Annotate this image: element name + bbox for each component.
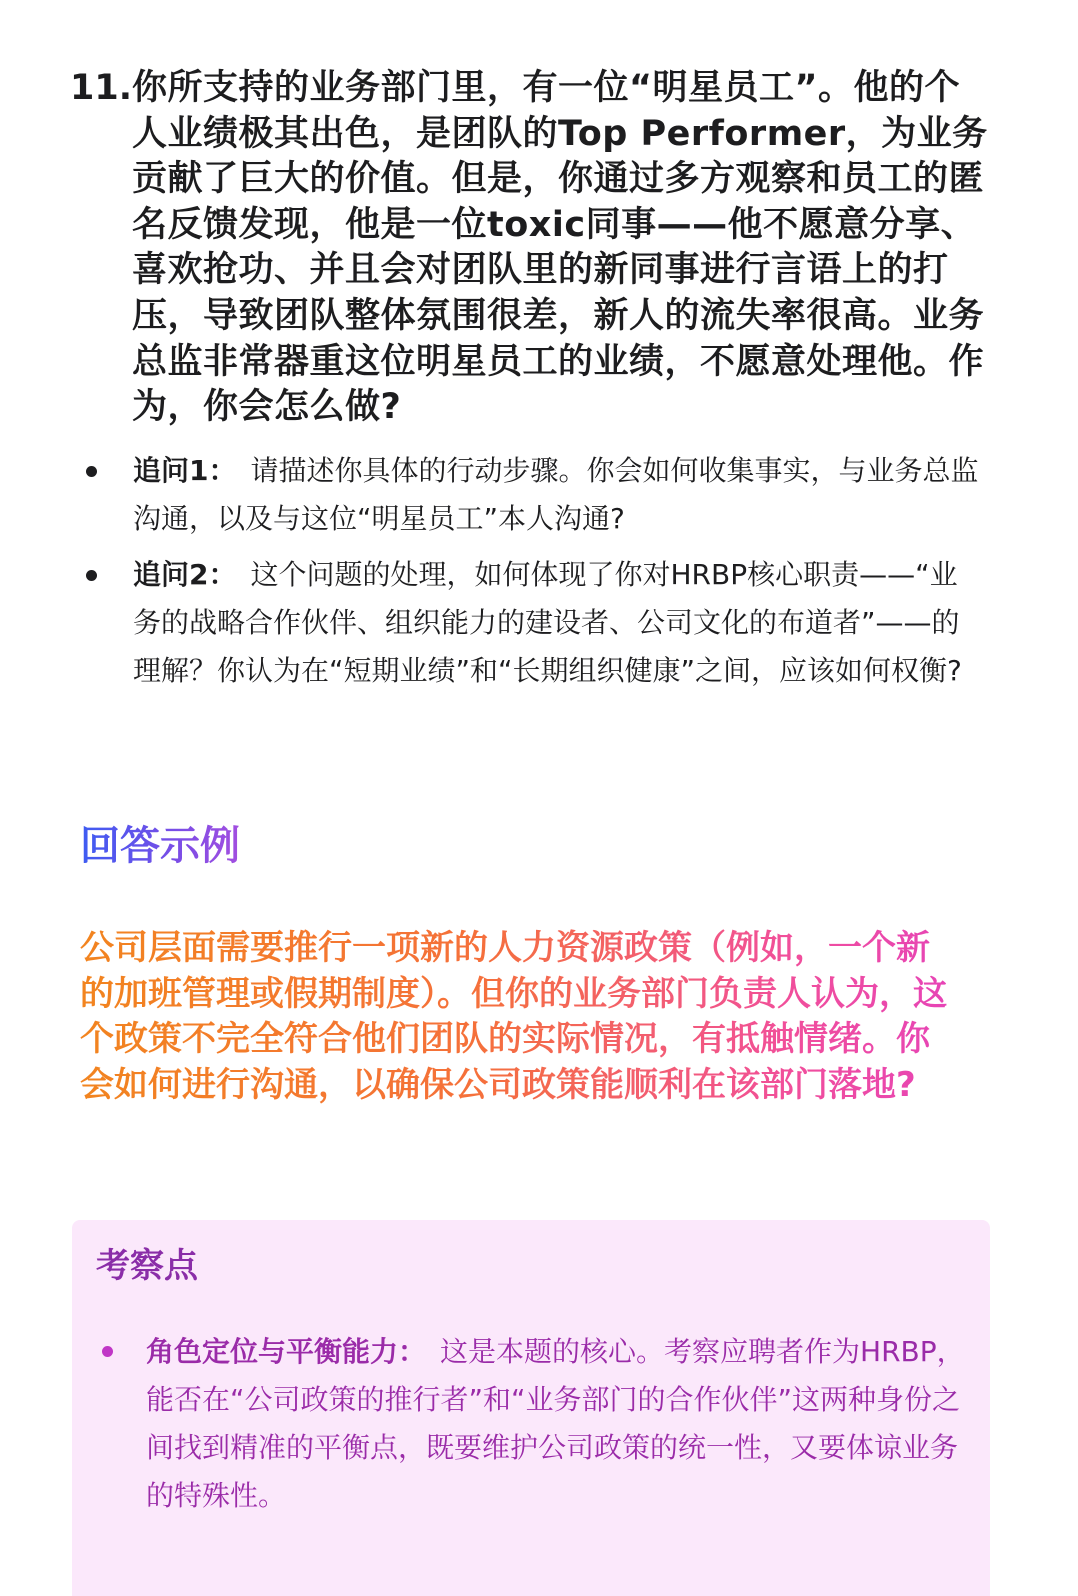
assessment-list [96, 1328, 976, 1520]
list-item [80, 551, 980, 695]
follow-up-text [133, 447, 980, 543]
question-block [70, 66, 990, 431]
bullet-icon [80, 447, 133, 543]
follow-up-label: 追问2： [133, 558, 237, 591]
question-text: 你所支持的业务部门里，有一位“明星员工”。他的个人业绩极其出色，是团队的Top Performer，为业务贡献了巨大的价值。但是，你通过多方观察和员工的匿名反馈发现，他是一位toxic同事——他不愿意分享、喜欢抢功、并且会对团队里的新同事进行言语上的打压，导致团队整体氛围很差，新人的流失率很高。业务总监非常器重这位明星员工的业绩，不愿意处理他。作为，你会怎么做? [132, 68, 988, 428]
answer-section-title: 回答示例 [80, 820, 240, 872]
assessment-item-label: 角色定位与平衡能力： [146, 1335, 427, 1368]
bullet-icon [80, 551, 133, 695]
list-item [80, 447, 980, 543]
follow-up-text [133, 551, 980, 695]
follow-up-body: 这个问题的处理，如何体现了你对HRBP核心职责——“业务的战略合作伙伴、组织能力的建设者、公司文化的布道者”——的理解？你认为在“短期业绩”和“长期组织健康”之间，应该如何权衡? [133, 558, 962, 687]
follow-up-list [80, 447, 980, 703]
assessment-item-body: 这是本题的核心。考察应聘者作为HRBP，能否在“公司政策的推行者”和“业务部门的合作伙伴”这两种身份之间找到精准的平衡点，既要维护公司政策的统一性，又要体谅业务的特殊性。 [146, 1335, 965, 1512]
list-item [96, 1328, 976, 1520]
assessment-box [72, 1220, 990, 1596]
bullet-icon [96, 1328, 146, 1520]
question-number: 11. [70, 68, 133, 108]
assessment-title: 考察点 [96, 1246, 198, 1286]
assessment-item-text [146, 1328, 976, 1520]
follow-up-body: 请描述你具体的行动步骤。你会如何收集事实，与业务总监沟通，以及与这位“明星员工”本人沟通? [133, 454, 979, 535]
question-row [70, 66, 990, 431]
answer-question-text: 公司层面需要推行一项新的人力资源政策（例如，一个新的加班管理或假期制度）。但你的业务部门负责人认为，这个政策不完全符合他们团队的实际情况，有抵触情绪。你会如何进行沟通，以确保公司政策能顺利在该部门落地? [80, 926, 960, 1108]
follow-up-label: 追问1： [133, 454, 237, 487]
